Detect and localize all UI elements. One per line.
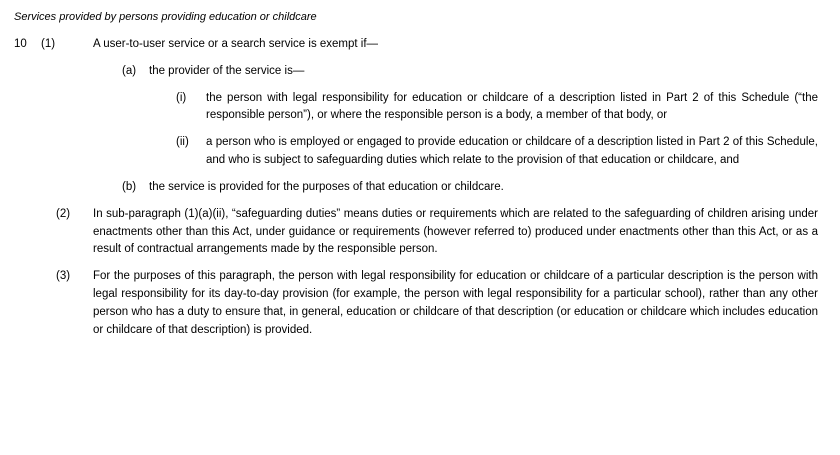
clause-b <box>0 179 840 197</box>
subparagraph-text-3: For the purposes of this paragraph, the person with legal responsibility for education or childcare of a particular description is the person with legal responsibility for its day-to-day provision (for example, the person with legal responsibility for a particular school), rather than any other person who has a duty to ensure that, in general, education or childcare of that description (or education or childcare which includes education or childcare of that description) is provided. <box>93 270 818 336</box>
clause-text-b: the service is provided for the purposes of that education or childcare. <box>149 180 504 193</box>
clause-a <box>0 63 840 81</box>
clause-text-a: the provider of the service is— <box>149 64 305 77</box>
subclause-marker-ii: (ii) <box>176 136 189 149</box>
subparagraph-marker-3: (3) <box>56 270 71 283</box>
document-page <box>0 9 840 455</box>
subparagraph-3 <box>0 268 840 339</box>
paragraph-number: 10 <box>14 38 27 51</box>
subparagraph-text-2: In sub-paragraph (1)(a)(ii), “safeguarding duties” means duties or requirements which are related to the safeguarding of children arising under enactments other than this Act, under guidance or requirements (however referred to) produced under enactments other than this Act, or as a result of contractual arrangements made by the responsible person. <box>93 207 818 256</box>
subclause-i <box>0 90 840 126</box>
subclause-text-i: the person with legal responsibility for education or childcare of a description listed in Part 2 of this Schedule (“the responsible person”), or where the responsible person is a body, a member of that body, or <box>206 91 818 122</box>
clause-marker-b: (b) <box>122 180 137 193</box>
subparagraph-marker-2: (2) <box>56 207 71 220</box>
subparagraph-2 <box>0 206 840 259</box>
subparagraph-marker-1: (1) <box>41 38 56 51</box>
clause-marker-a: (a) <box>122 64 137 77</box>
subparagraph-1 <box>0 36 840 54</box>
subparagraph-text-1: A user-to-user service or a search service is exempt if— <box>93 38 379 51</box>
subclause-text-ii: a person who is employed or engaged to provide education or childcare of a description listed in Part 2 of this Schedule, and who is subject to safeguarding duties which relate to the provision of that education or childcare, and <box>206 136 818 167</box>
subclause-ii <box>0 134 840 170</box>
subclause-marker-i: (i) <box>176 91 187 104</box>
section-heading: Services provided by persons providing education or childcare <box>14 11 317 23</box>
paragraph-10 <box>0 36 840 339</box>
